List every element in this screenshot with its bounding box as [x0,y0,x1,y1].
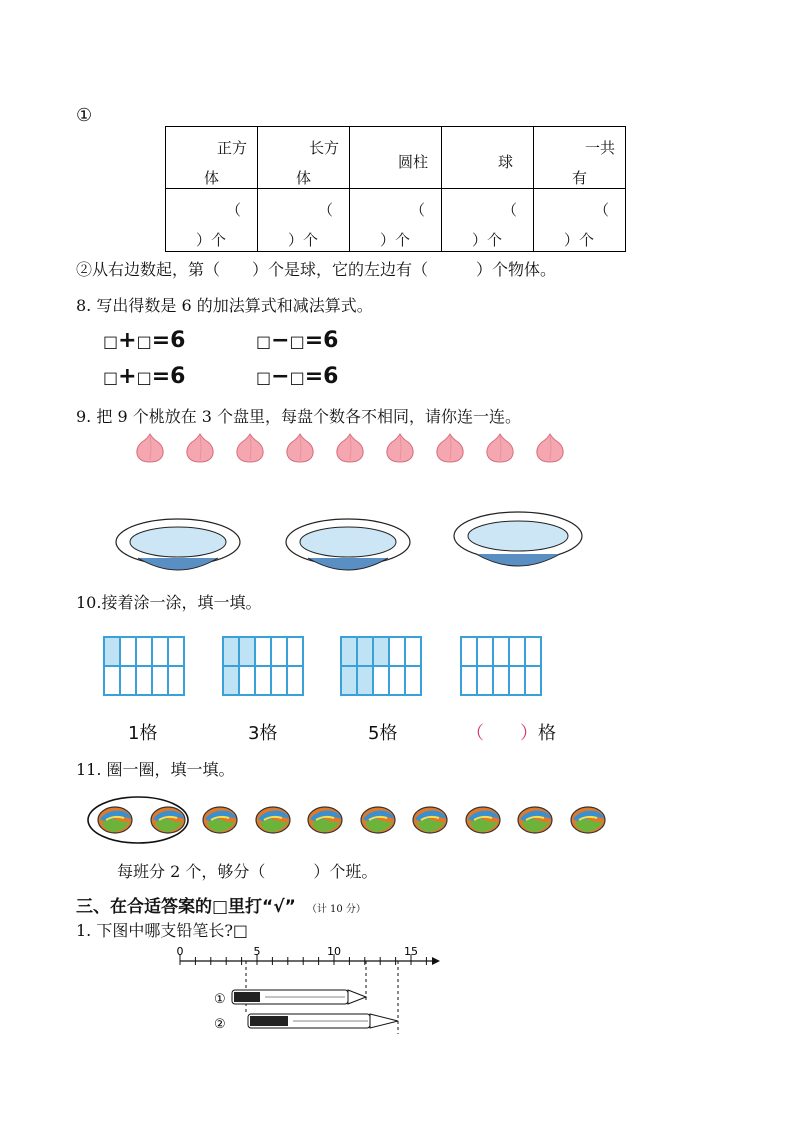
q11-title: 11. 圈一圈，填一填。 [76,760,235,779]
answer-cell[interactable]: （ ）个 [258,189,350,252]
grid-cell[interactable] [357,666,373,695]
grid-cell[interactable] [120,666,136,695]
grid-cell[interactable] [405,666,421,695]
grid-cell[interactable] [373,666,389,695]
sub-equation[interactable]: □−□=6 [256,328,339,353]
peach-icon[interactable] [334,432,366,463]
grid-cell[interactable] [341,637,357,666]
grid-cell[interactable] [373,637,389,666]
grid-cell[interactable] [509,666,525,695]
grid-cell[interactable] [136,637,152,666]
header-cylinder: 圆柱 [350,127,442,189]
grid-cell[interactable] [287,666,303,695]
tick-label-15: 15 [404,945,418,958]
question-marker-1: ① [76,105,93,126]
grid-cell[interactable] [493,637,509,666]
grid-cell[interactable] [405,637,421,666]
plate[interactable] [454,512,582,566]
grid-cell[interactable] [271,666,287,695]
grid-cell[interactable] [168,666,184,695]
grid-cell[interactable] [287,637,303,666]
grid-cell[interactable] [255,666,271,695]
pencil-1 [232,990,366,1004]
peach-icon[interactable] [434,432,466,463]
answer-cell[interactable]: （ ）个 [442,189,534,252]
grid-cell[interactable] [389,637,405,666]
grid-cell[interactable] [152,666,168,695]
ball-icon[interactable] [569,805,607,835]
ball-icon[interactable] [201,805,239,835]
grid-cell[interactable] [239,637,255,666]
peach-icon[interactable] [384,432,416,463]
grid-cell[interactable] [223,666,239,695]
grid-cell[interactable] [493,666,509,695]
q7-part2: ②从右边数起，第（ ）个是球，它的左边有（ ）个物体。 [76,260,557,279]
grid-cell[interactable] [120,637,136,666]
ball-icon[interactable] [96,805,134,835]
q9-title: 9. 把 9 个桃放在 3 个盘里，每盘个数各不相同，请你连一连。 [76,407,522,426]
grid-cell[interactable] [525,666,541,695]
tick-label-10: 10 [327,945,341,958]
ball-icon[interactable] [149,805,187,835]
grid-label-3: 5格 [368,723,398,744]
header-cuboid: 长方 体 [258,127,350,189]
grid-cell[interactable] [271,637,287,666]
grid-cell[interactable] [525,637,541,666]
ball-icon[interactable] [464,805,502,835]
pencil-2 [248,1014,398,1028]
grid-cell[interactable] [223,637,239,666]
plate[interactable] [116,519,240,570]
q10-title: 10.接着涂一涂，填一填。 [76,593,262,612]
peach-icon[interactable] [534,432,566,463]
grid-cell[interactable] [168,637,184,666]
answer-cell[interactable]: （ ）个 [534,189,626,252]
ball-icon[interactable] [516,805,554,835]
grid-label-1: 1格 [128,723,158,744]
sub-equation[interactable]: □−□=6 [256,364,339,389]
section3-heading: 三、在合适答案的□里打“√” （计 10 分） [76,897,366,917]
grid-cell[interactable] [136,666,152,695]
grid-cell[interactable] [152,637,168,666]
grid-cell[interactable] [104,637,120,666]
peach-icon[interactable] [134,432,166,463]
tick-label-0: 0 [176,945,184,958]
grid-cell[interactable] [461,666,477,695]
peach-icon[interactable] [484,432,516,463]
grid-cell[interactable] [341,666,357,695]
header-sphere: 球 [442,127,534,189]
grid-cell[interactable] [509,637,525,666]
coloring-grid[interactable] [222,636,304,696]
grid-cell[interactable] [461,637,477,666]
pencil-marker-1: ① [214,992,226,1007]
header-total: 一共 有 [534,127,626,189]
coloring-grid[interactable] [103,636,185,696]
header-cube: 正方 体 [166,127,258,189]
pencil-marker-2: ② [214,1017,226,1032]
q11-answer: 每班分 2 个，够分（ ）个班。 [117,862,378,881]
grid-cell[interactable] [477,637,493,666]
grid-cell[interactable] [255,637,271,666]
add-equation[interactable]: □+□=6 [103,364,186,389]
ball-icon[interactable] [306,805,344,835]
ruler-diagram [170,940,440,1035]
peach-icon[interactable] [284,432,316,463]
add-equation[interactable]: □+□=6 [103,328,186,353]
coloring-grid[interactable] [460,636,542,696]
grid-cell[interactable] [357,637,373,666]
shape-count-table [165,126,626,252]
q8-title: 8. 写出得数是 6 的加法算式和减法算式。 [76,296,373,315]
grid-cell[interactable] [239,666,255,695]
answer-cell[interactable]: （ ）个 [350,189,442,252]
tick-label-5: 5 [253,945,261,958]
grid-cell[interactable] [477,666,493,695]
s3-q1: 1. 下图中哪支铅笔长?□ [76,921,249,940]
peach-icon[interactable] [184,432,216,463]
grid-label-answer[interactable]: （ ）格 [466,723,556,744]
grid-label-2: 3格 [248,723,278,744]
ball-icon[interactable] [254,805,292,835]
plate[interactable] [286,519,410,570]
grid-cell[interactable] [104,666,120,695]
coloring-grid[interactable] [340,636,422,696]
plates [110,510,590,580]
ball-icon[interactable] [359,805,397,835]
ball-icon[interactable] [411,805,449,835]
peach-icon[interactable] [234,432,266,463]
grid-cell[interactable] [389,666,405,695]
answer-cell[interactable]: （ ）个 [166,189,258,252]
